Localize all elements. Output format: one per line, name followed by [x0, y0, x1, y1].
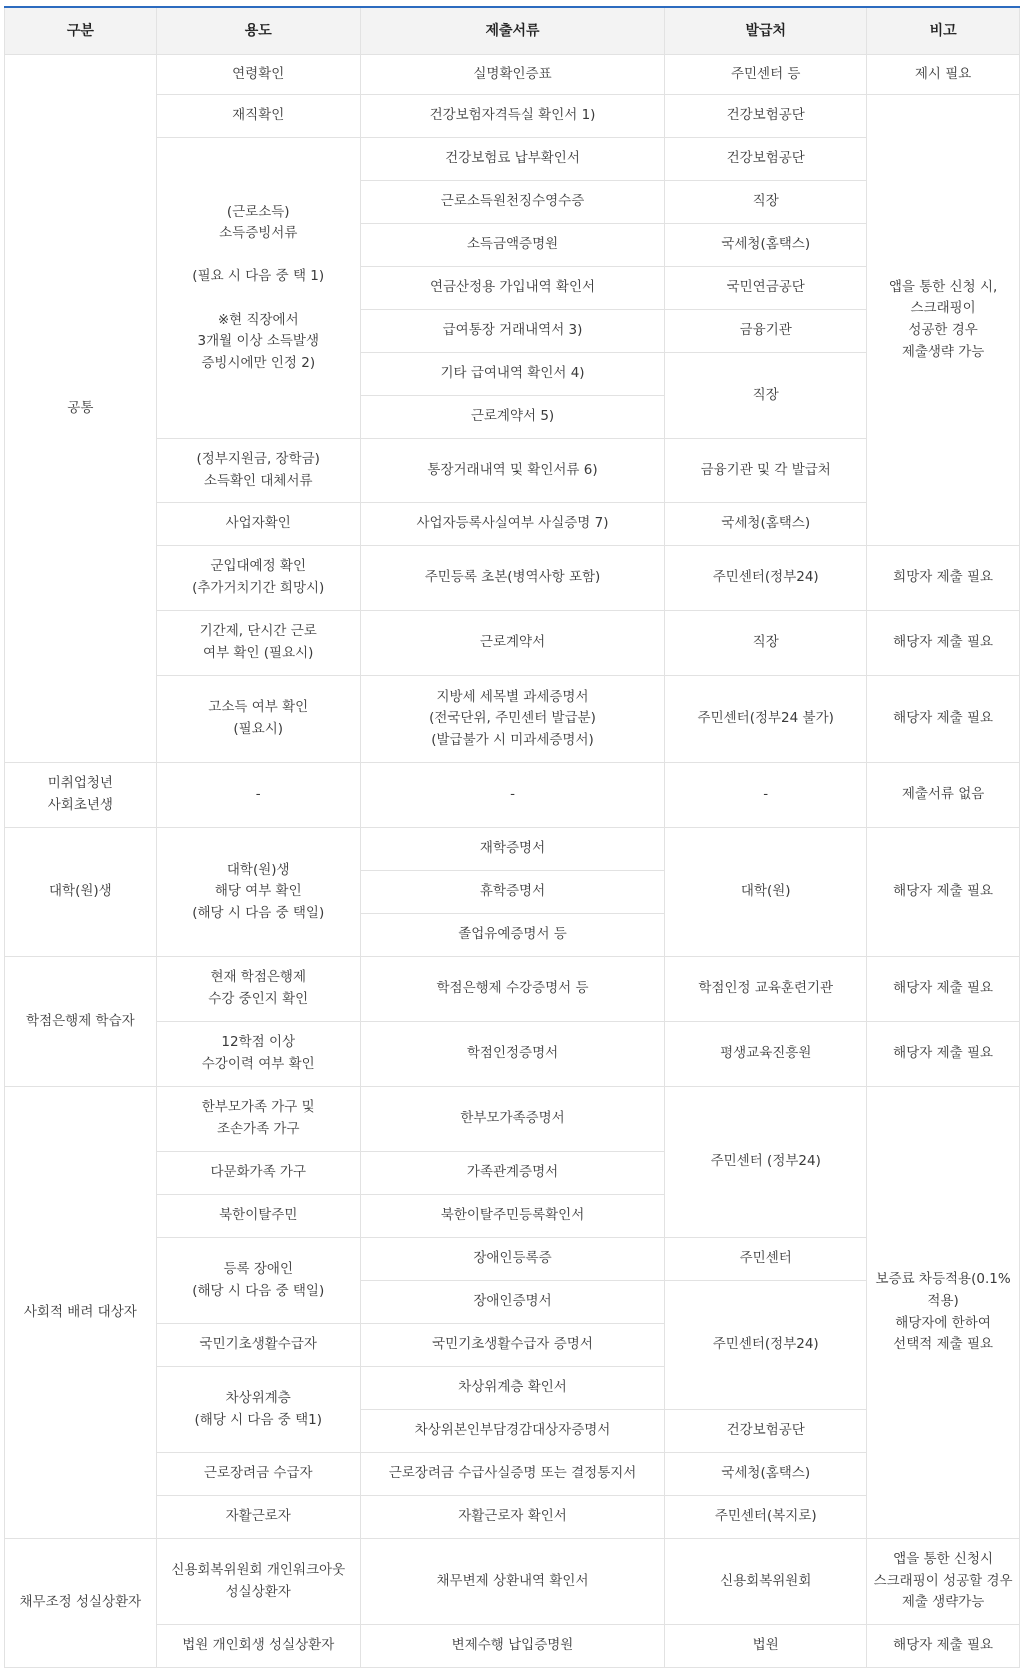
document-cell: 건강보험자격득실 확인서 1) — [360, 95, 665, 138]
category-cell: 미취업청년 사회초년생 — [5, 763, 157, 828]
column-header-documents: 제출서류 — [360, 7, 665, 55]
purpose-cell: 고소득 여부 확인 (필요시) — [156, 676, 360, 763]
purpose-cell: 근로장려금 수급자 — [156, 1453, 360, 1496]
table-row — [5, 1022, 1020, 1087]
table-row — [5, 676, 1020, 763]
table-row — [5, 957, 1020, 1022]
issuer-cell: 직장 — [665, 611, 867, 676]
purpose-cell: 12학점 이상 수강이력 여부 확인 — [156, 1022, 360, 1087]
remarks-cell: 해당자 제출 필요 — [867, 611, 1020, 676]
column-header-remarks: 비고 — [867, 7, 1020, 55]
table-row — [5, 1087, 1020, 1152]
document-cell: 변제수행 납입증명원 — [360, 1625, 665, 1668]
table-row — [5, 95, 1020, 138]
document-cell: 지방세 세목별 과세증명서 (전국단위, 주민센터 발급분) (발급불가 시 미과세증명서) — [360, 676, 665, 763]
issuer-cell: 금융기관 — [665, 310, 867, 353]
purpose-cell: 국민기초생활수급자 — [156, 1324, 360, 1367]
purpose-cell: 대학(원)생 해당 여부 확인 (해당 시 다음 중 택일) — [156, 828, 360, 957]
remarks-cell: 희망자 제출 필요 — [867, 546, 1020, 611]
document-cell: 휴학증명서 — [360, 871, 665, 914]
purpose-cell: 다문화가족 가구 — [156, 1152, 360, 1195]
document-cell: 주민등록 초본(병역사항 포함) — [360, 546, 665, 611]
table-row — [5, 611, 1020, 676]
remarks-cell: 해당자 제출 필요 — [867, 1625, 1020, 1668]
document-cell: 북한이탈주민등록확인서 — [360, 1195, 665, 1238]
remarks-cell: 제시 필요 — [867, 55, 1020, 95]
document-cell: 통장거래내역 및 확인서류 6) — [360, 439, 665, 503]
issuer-cell: 직장 — [665, 353, 867, 439]
category-cell: 사회적 배려 대상자 — [5, 1087, 157, 1539]
remarks-cell: 제출서류 없음 — [867, 763, 1020, 828]
remarks-cell: 보증료 차등적용(0.1% 적용) 해당자에 한하여 선택적 제출 필요 — [867, 1087, 1020, 1539]
category-cell: 학점은행제 학습자 — [5, 957, 157, 1087]
document-cell: 연금산정용 가입내역 확인서 — [360, 267, 665, 310]
document-cell: 가족관계증명서 — [360, 1152, 665, 1195]
document-cell: 학점인정증명서 — [360, 1022, 665, 1087]
document-cell: 한부모가족증명서 — [360, 1087, 665, 1152]
purpose-cell: 재직확인 — [156, 95, 360, 138]
column-header-purpose: 용도 — [156, 7, 360, 55]
issuer-cell: 금융기관 및 각 발급처 — [665, 439, 867, 503]
remarks-cell: 해당자 제출 필요 — [867, 828, 1020, 957]
issuer-cell: 주민센터(복지로) — [665, 1496, 867, 1539]
document-cell: 사업자등록사실여부 사실증명 7) — [360, 503, 665, 546]
issuer-cell: 국민연금공단 — [665, 267, 867, 310]
document-cell: 졸업유예증명서 등 — [360, 914, 665, 957]
issuer-cell: 주민센터 — [665, 1238, 867, 1281]
issuer-cell: 주민센터 등 — [665, 55, 867, 95]
purpose-cell: 기간제, 단시간 근로 여부 확인 (필요시) — [156, 611, 360, 676]
issuer-cell: 신용회복위원회 — [665, 1539, 867, 1625]
document-cell: 근로계약서 5) — [360, 396, 665, 439]
purpose-cell: (근로소득) 소득증빙서류 (필요 시 다음 중 택 1) ※현 직장에서 3개월 이상 소득발생 증빙시에만 인정 2) — [156, 138, 360, 439]
issuer-cell: 대학(원) — [665, 828, 867, 957]
purpose-cell: (정부지원금, 장학금) 소득확인 대체서류 — [156, 439, 360, 503]
table-header-row — [5, 7, 1020, 55]
document-cell: 건강보험료 납부확인서 — [360, 138, 665, 181]
purpose-cell: 자활근로자 — [156, 1496, 360, 1539]
document-cell: 기타 급여내역 확인서 4) — [360, 353, 665, 396]
column-header-category: 구분 — [5, 7, 157, 55]
document-cell: 소득금액증명원 — [360, 224, 665, 267]
document-cell: 국민기초생활수급자 증명서 — [360, 1324, 665, 1367]
purpose-cell: 군입대예정 확인 (추가거치기간 희망시) — [156, 546, 360, 611]
purpose-cell: 신용회복위원회 개인워크아웃 성실상환자 — [156, 1539, 360, 1625]
issuer-cell: 건강보험공단 — [665, 95, 867, 138]
document-cell: 근로소득원천징수영수증 — [360, 181, 665, 224]
document-cell: 장애인증명서 — [360, 1281, 665, 1324]
remarks-cell: 해당자 제출 필요 — [867, 957, 1020, 1022]
document-cell: - — [360, 763, 665, 828]
table-row — [5, 828, 1020, 871]
document-cell: 차상위본인부담경감대상자증명서 — [360, 1410, 665, 1453]
issuer-cell: 직장 — [665, 181, 867, 224]
document-cell: 급여통장 거래내역서 3) — [360, 310, 665, 353]
purpose-cell: 현재 학점은행제 수강 중인지 확인 — [156, 957, 360, 1022]
purpose-cell: 북한이탈주민 — [156, 1195, 360, 1238]
purpose-cell: - — [156, 763, 360, 828]
issuer-cell: 평생교육진흥원 — [665, 1022, 867, 1087]
document-cell: 장애인등록증 — [360, 1238, 665, 1281]
table-row — [5, 546, 1020, 611]
table-row — [5, 1539, 1020, 1625]
issuer-cell: 국세청(홈택스) — [665, 503, 867, 546]
remarks-cell: 해당자 제출 필요 — [867, 1022, 1020, 1087]
issuer-cell: 주민센터 (정부24) — [665, 1087, 867, 1238]
document-table — [4, 6, 1020, 1668]
table-row — [5, 763, 1020, 828]
issuer-cell: 건강보험공단 — [665, 138, 867, 181]
purpose-cell: 등록 장애인 (해당 시 다음 중 택일) — [156, 1238, 360, 1324]
issuer-cell: 건강보험공단 — [665, 1410, 867, 1453]
purpose-cell: 연령확인 — [156, 55, 360, 95]
table-row — [5, 1625, 1020, 1668]
issuer-cell: 주민센터(정부24) — [665, 546, 867, 611]
issuer-cell: 학점인정 교육훈련기관 — [665, 957, 867, 1022]
document-cell: 근로계약서 — [360, 611, 665, 676]
issuer-cell: 법원 — [665, 1625, 867, 1668]
document-cell: 자활근로자 확인서 — [360, 1496, 665, 1539]
document-cell: 재학증명서 — [360, 828, 665, 871]
document-cell: 실명확인증표 — [360, 55, 665, 95]
category-cell: 대학(원)생 — [5, 828, 157, 957]
issuer-cell: 국세청(홈택스) — [665, 1453, 867, 1496]
issuer-cell: - — [665, 763, 867, 828]
purpose-cell: 한부모가족 가구 및 조손가족 가구 — [156, 1087, 360, 1152]
category-cell: 채무조정 성실상환자 — [5, 1539, 157, 1668]
document-cell: 학점은행제 수강증명서 등 — [360, 957, 665, 1022]
issuer-cell: 주민센터(정부24 불가) — [665, 676, 867, 763]
purpose-cell: 차상위계층 (해당 시 다음 중 택1) — [156, 1367, 360, 1453]
table-row — [5, 55, 1020, 95]
remarks-cell: 앱을 통한 신청시 스크래핑이 성공할 경우 제출 생략가능 — [867, 1539, 1020, 1625]
issuer-cell: 주민센터(정부24) — [665, 1281, 867, 1410]
document-cell: 근로장려금 수급사실증명 또는 결정통지서 — [360, 1453, 665, 1496]
remarks-cell: 해당자 제출 필요 — [867, 676, 1020, 763]
remarks-cell: 앱을 통한 신청 시, 스크래핑이 성공한 경우 제출생략 가능 — [867, 95, 1020, 546]
document-cell: 차상위계층 확인서 — [360, 1367, 665, 1410]
column-header-issuer: 발급처 — [665, 7, 867, 55]
document-cell: 채무변제 상환내역 확인서 — [360, 1539, 665, 1625]
category-cell: 공통 — [5, 55, 157, 763]
issuer-cell: 국세청(홈택스) — [665, 224, 867, 267]
purpose-cell: 사업자확인 — [156, 503, 360, 546]
purpose-cell: 법원 개인회생 성실상환자 — [156, 1625, 360, 1668]
